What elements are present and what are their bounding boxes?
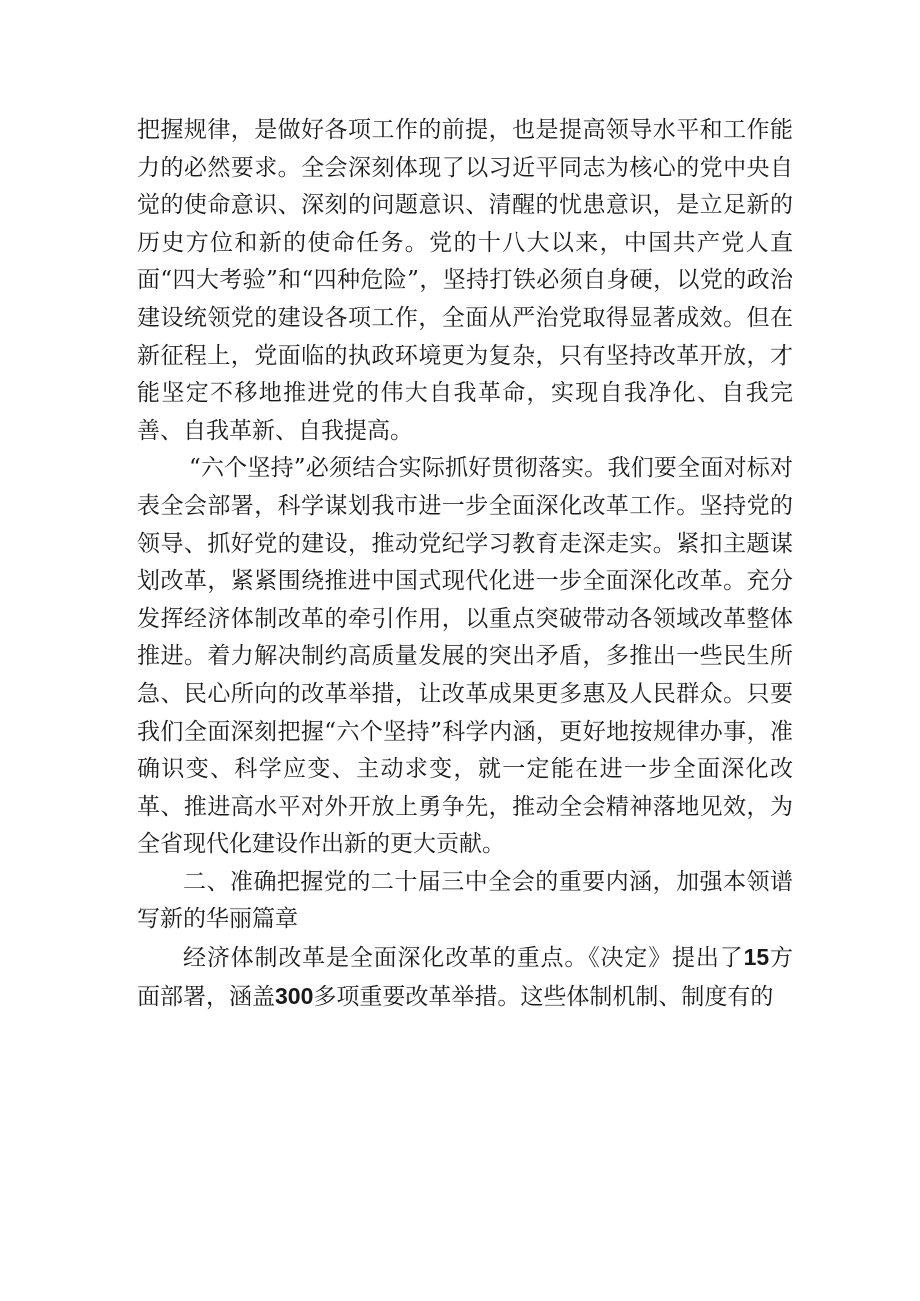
- paragraph-economic-reform: [137, 939, 793, 1016]
- measure-count-300: 300: [275, 982, 314, 1009]
- paragraph-six-persistences: “六个坚持”必须结合实际抓好贯彻落实。我们要全面对标对表全会部署，科学谋划我市进一步全面深化改革工作。坚持党的领导、抓好党的建设，推动党纪学习教育走深走实。紧扣主题谋划改革，紧紧围绕推进中国式现代化进一步全面深化改革。充分发挥经济体制改革的牵引作用，以重点突破带动各领域改革整体推进。着力解决制约高质量发展的突出矛盾，多推出一些民生所急、民心所向的改革举措，让改革成果更多惠及人民群众。只要我们全面深刻把握“六个坚持”科学内涵，更好地按规律办事，准确识变、科学应变、主动求变，就一定能在进一步全面深化改革、推进高水平对外开放上勇争先，推动全会精神落地见效，为全省现代化建设作出新的更大贡献。: [137, 455, 793, 858]
- measure-count-15: 15: [743, 944, 770, 971]
- economic-reform-text-2: 方面部署，涵盖: [137, 945, 794, 1010]
- document-body: [137, 112, 793, 1016]
- economic-reform-text-3: 多项重要改革举措。这些体制机制、制度有的: [313, 983, 774, 1010]
- economic-reform-text-1: 经济体制改革是全面深化改革的重点。《决定》提出了: [183, 945, 744, 972]
- paragraph-governance-rules: 把握规律，是做好各项工作的前提，也是提高领导水平和工作能力的必然要求。全会深刻体现了以习近平同志为核心的党中央自觉的使命意识、深刻的问题意识、清醒的忧患意识，是立足新的历史方位和新的使命任务。党的十八大以来，中国共产党人直面“四大考验”和“四种危险”，坚持打铁必须自身硬，以党的政治建设统领党的建设各项工作，全面从严治党取得显著成效。但在新征程上，党面临的执政环境更为复杂，只有坚持改革开放，才能坚定不移地推进党的伟大自我革命，实现自我净化、自我完善、自我革新、自我提高。: [137, 117, 793, 444]
- section-heading-two: 二、准确把握党的二十届三中全会的重要内涵，加强本领谱写新的华丽篇章: [137, 868, 793, 933]
